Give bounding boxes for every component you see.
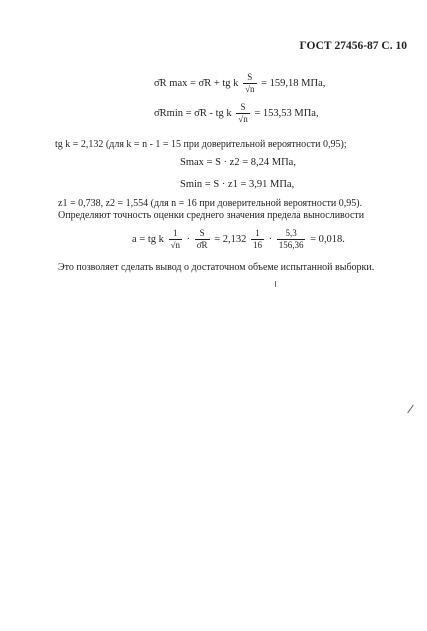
eq5-f2-den: σ̄R <box>196 240 208 250</box>
tg-line: tg k = 2,132 (для k = n - 1 = 15 при доверительной вероятности 0,95); <box>55 139 347 150</box>
eq1-mid: = σ̄R + tg k <box>190 77 239 89</box>
eq5-frac4 <box>277 228 306 251</box>
equation-s-min: Smin = S · z1 = 3,91 МПа, <box>180 179 295 190</box>
z-line: z1 = 0,738, z2 = 1,554 (для n = 16 при доверительной вероятности 0,95). <box>58 198 363 209</box>
scan-mark <box>275 281 276 287</box>
page-header: ГОСТ 27456-87 С. 10 <box>299 40 407 52</box>
equation-accuracy <box>132 228 345 251</box>
eq2-mid: = σ̄R - tg k <box>185 107 232 119</box>
equation-s-max: Smax = S · z2 = 8,24 МПа, <box>180 157 296 168</box>
eq1-fraction <box>243 72 256 95</box>
eq1-num: S <box>247 72 253 82</box>
scan-mark <box>407 405 414 414</box>
eq5-f2-num: S <box>199 228 205 238</box>
eq1-rhs: = 159,18 МПа, <box>261 77 326 89</box>
equation-sigma-max <box>154 72 325 95</box>
eq5-f3-den: 16 <box>252 240 262 250</box>
eq2-den: √n <box>238 114 248 124</box>
eq1-lhs: σ̄R max <box>154 77 188 89</box>
eq1-den: √n <box>245 84 255 94</box>
eq5-frac2 <box>195 228 210 251</box>
eq5-f1-den: √n <box>170 240 180 250</box>
eq5-eqv: = 2,132 <box>214 233 247 245</box>
eq2-num: S <box>240 102 246 112</box>
eq5-f1-num: 1 <box>172 228 178 238</box>
eq5-rhs: = 0,018. <box>310 233 345 245</box>
eq5-a: a = tg k <box>132 233 164 245</box>
eq2-rhs: = 153,53 МПа, <box>254 107 319 119</box>
eq5-frac3 <box>251 228 264 251</box>
equation-sigma-min <box>154 102 319 125</box>
eq2-lhs: σ̄Rmin <box>154 107 183 119</box>
eq5-dot-1: · <box>186 233 191 245</box>
definition-line: Определяют точность оценки среднего значения предела выносливости <box>58 210 365 221</box>
eq5-frac1 <box>169 228 182 251</box>
eq5-f3-num: 1 <box>255 228 260 238</box>
eq2-fraction <box>236 102 249 125</box>
eq5-f4-den: 156,36 <box>278 240 304 250</box>
conclusion-line: Это позволяет сделать вывод о достаточном объеме испытанной выборки. <box>58 262 375 273</box>
eq5-dot-2: · <box>268 233 273 245</box>
eq5-f4-num: 5,3 <box>285 228 297 238</box>
